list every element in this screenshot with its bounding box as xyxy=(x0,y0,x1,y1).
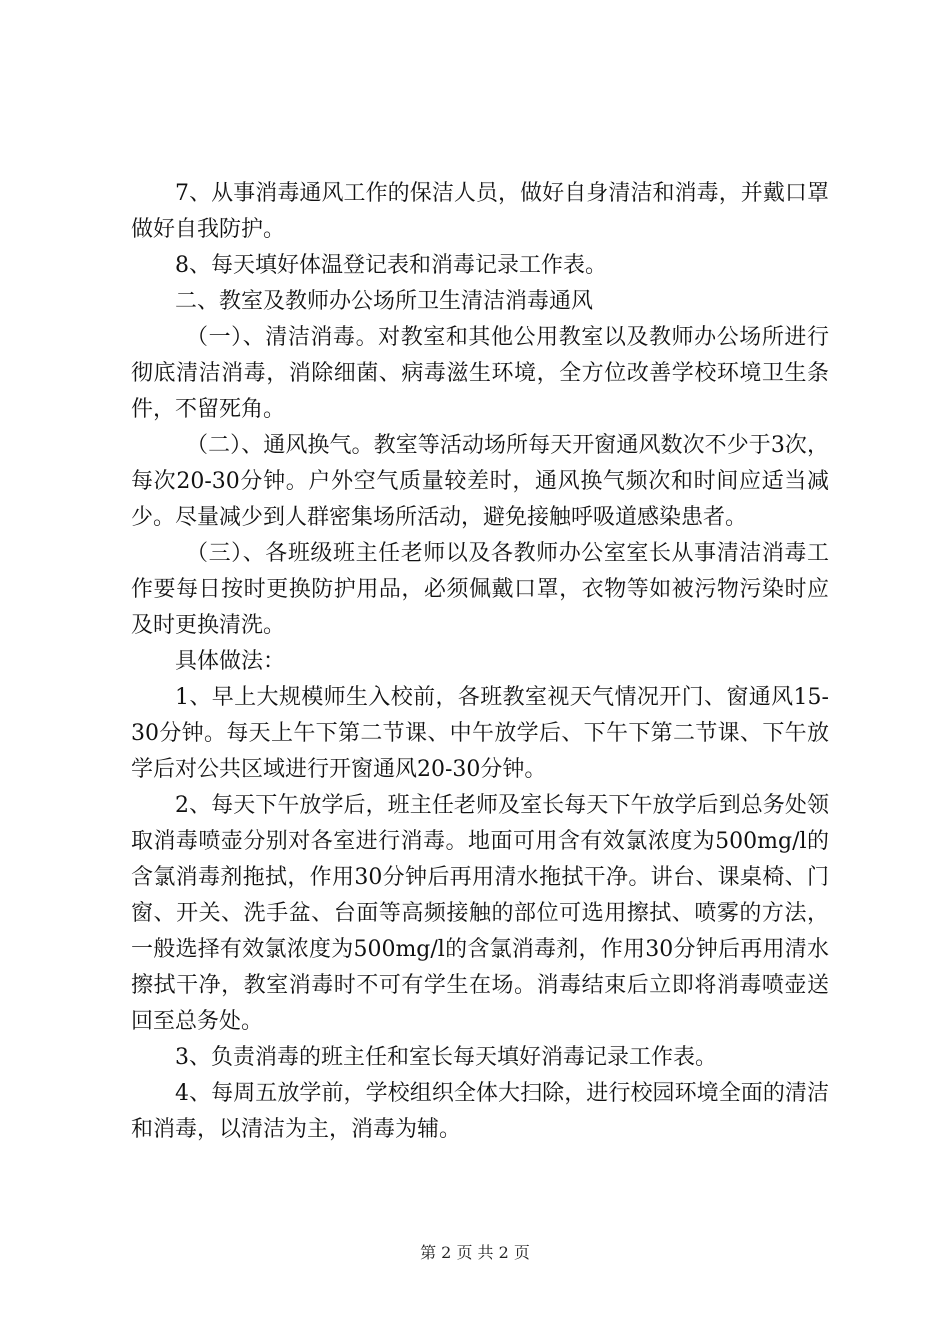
method-item-2: 2、每天下午放学后，班主任老师及室长每天下午放学后到总务处领取消毒喷壶分别对各室进行消毒。地面可用含有效氯浓度为500mg/l的含氯消毒剂拖拭，作用30分钟后再用清水拖拭干净。讲台、课桌椅、门窗、开关、洗手盆、台面等高频接触的部位可选用擦拭、喷雾的方法，一般选择有效氯浓度为500mg/l的含氯消毒剂，作用30分钟后再用清水擦拭干净，教室消毒时不可有学生在场。消毒结束后立即将消毒喷壶送回至总务处。 xyxy=(131,793,829,1034)
method-item-1: 1、早上大规模师生入校前，各班教室视天气情况开门、窗通风15-30分钟。每天上午下第二节课、中午放学后、下午下第二节课、下午放学后对公共区域进行开窗通风20-30分钟。 xyxy=(131,685,829,782)
page-footer: 第 2 页 共 2 页 xyxy=(420,1243,530,1262)
paragraph-item-7: 7、从事消毒通风工作的保洁人员，做好自身清洁和消毒，并戴口罩做好自我防护。 xyxy=(131,181,829,242)
method-item-4: 4、每周五放学前，学校组织全体大扫除，进行校园环境全面的清洁和消毒，以清洁为主，消毒为辅。 xyxy=(131,1081,829,1142)
paragraph-sub-two: （二）、通风换气。教室等活动场所每天开窗通风数次不少于3次，每次20-30分钟。户外空气质量较差时，通风换气频次和时间应适当减少。尽量减少到人群密集场所活动，避免接触呼吸道感染患者。 xyxy=(131,433,829,530)
method-heading: 具体做法： xyxy=(175,649,286,674)
paragraph-sub-one: （一）、清洁消毒。对教室和其他公用教室以及教师办公场所进行彻底清洁消毒，消除细菌、病毒滋生环境，全方位改善学校环境卫生条件，不留死角。 xyxy=(131,325,829,422)
method-item-3: 3、负责消毒的班主任和室长每天填好消毒记录工作表。 xyxy=(175,1045,717,1070)
paragraph-item-8: 8、每天填好体温登记表和消毒记录工作表。 xyxy=(175,253,607,278)
document-body xyxy=(131,176,829,1148)
paragraph-sub-three: （三）、各班级班主任老师以及各教师办公室室长从事清洁消毒工作要每日按时更换防护用品，必须佩戴口罩，衣物等如被污物污染时应及时更换清洗。 xyxy=(131,541,829,638)
section-heading-two: 二、教室及教师办公场所卫生清洁消毒通风 xyxy=(175,289,594,314)
